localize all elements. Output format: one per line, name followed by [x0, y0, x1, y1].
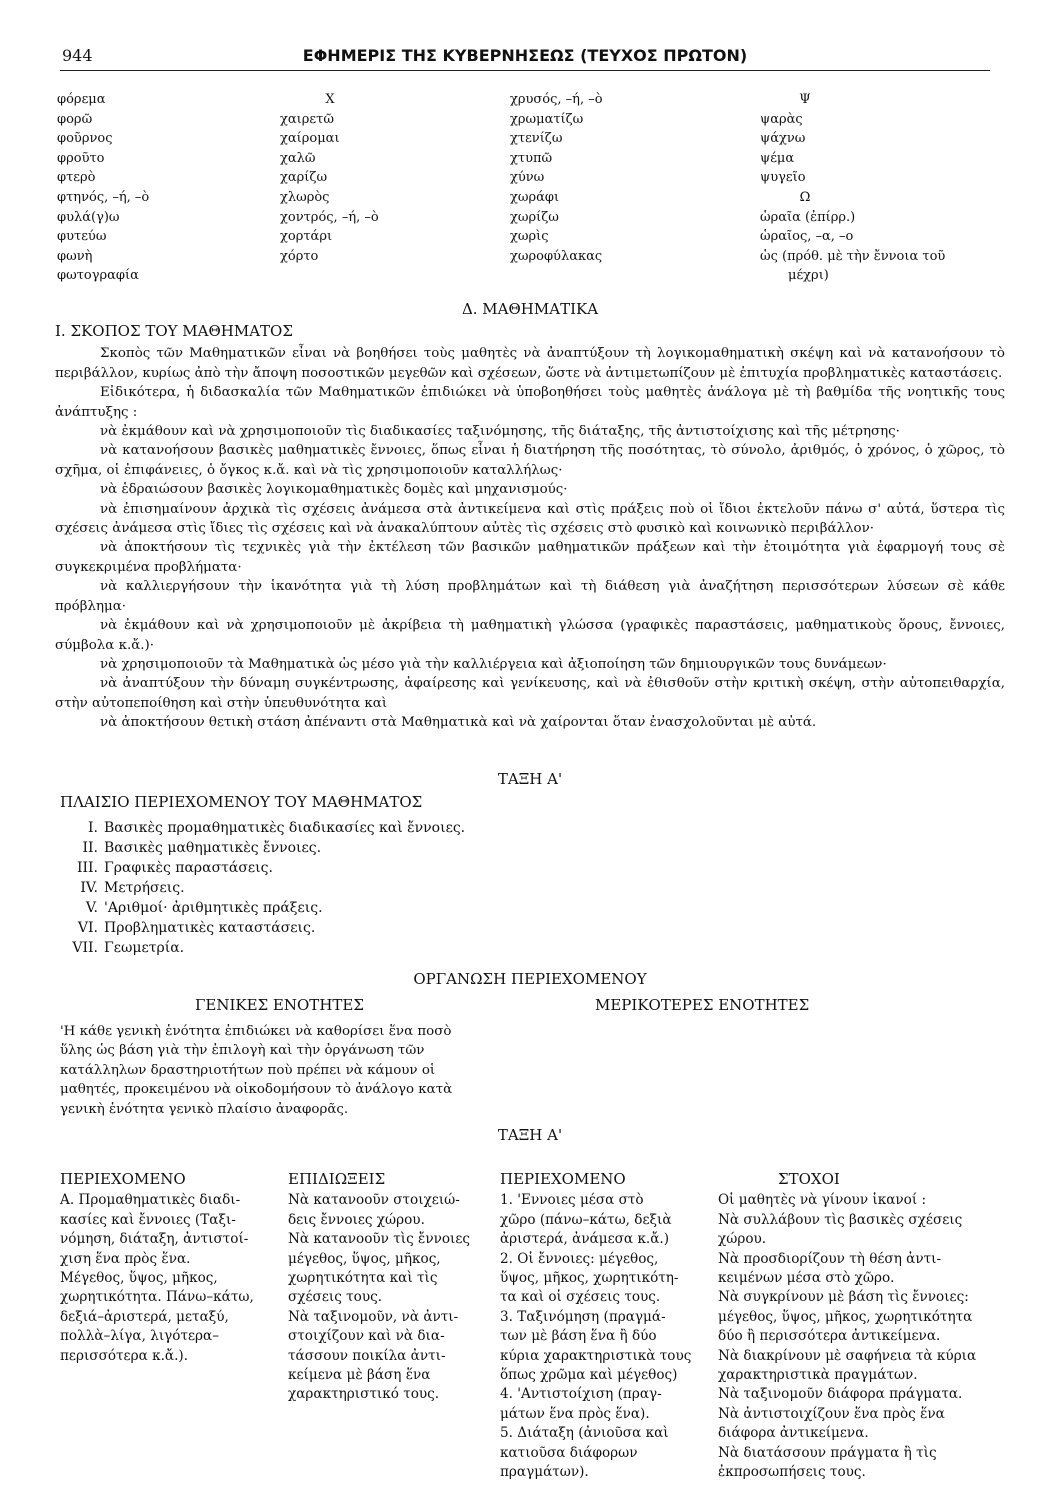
word-entry: φτηνός, –ή, –ὸ: [57, 189, 150, 205]
word-entry: φοῦρνος: [57, 131, 113, 147]
word-entry: χτενίζω: [510, 131, 563, 147]
aim-bullet: νὰ ἀναπτύξουν τὴν δύναμη συγκέντρωσης, ἀφαίρεσης καὶ γενίκευσης, καὶ νὰ ἐθισθοῦν στὴν κριτικὴ σκέψη, στὴν αὐτοπειθαρχία, στὴν αὐτοπεποίθηση καὶ στὴν ὑπευθυνότητα καὶ: [55, 676, 1005, 711]
column-heading: ΠΕΡΙΕΧΟΜΕΝΟ: [60, 1170, 186, 1188]
specific-units-heading: ΜΕΡΙΚΟΤΕΡΕΣ ΕΝΟΤΗΤΕΣ: [595, 996, 810, 1014]
word-entry: ὡραῖος, –α, –ο: [760, 229, 854, 245]
aim-heading: Ι. ΣΚΟΠΟΣ ΤΟΥ ΜΑΘΗΜΑΤΟΣ: [55, 322, 293, 340]
column-heading: ΠΕΡΙΕΧΟΜΕΝΟ: [500, 1170, 626, 1188]
general-units-heading: ΓΕΝΙΚΕΣ ΕΝΟΤΗΤΕΣ: [195, 996, 364, 1014]
word-entry: φωνὴ: [57, 248, 93, 264]
content-column-a: ΠΕΡΙΕΧΟΜΕΝΟ Α. Προμαθηματικὲς διαδι- κασίες καὶ ἔννοιες (Ταξι- νόμηση, διάταξη, ἀντιστοί- χιση ἕνα πρὸς ἕνα. Μέγεθος, ὕψος, μῆκος, χωρητικότητα. Πάνω–κάτω, δεξιά–ἀριστερά, μεταξύ, πολλὰ–λίγα, λιγότερα– περισσότερα κ.ἄ.).: [60, 1170, 254, 1364]
content-frame-list: [60, 818, 465, 958]
word-entry: χρωματίζω: [510, 111, 584, 127]
word-entry: ψέμα: [760, 150, 795, 166]
list-item: VI. Προβληματικὲς καταστάσεις.: [77, 920, 316, 936]
letter-heading: Ω: [799, 189, 811, 205]
word-list-chi-2: [510, 90, 603, 266]
content-column-b: ΠΕΡΙΕΧΟΜΕΝΟ 1. 'Εννοιες μέσα στὸ χῶρο (πάνω–κάτω, δεξιὰ ἀριστερά, ἀνάμεσα κ.ἄ.) 2. Οἱ ἔννοιες: μέγεθος, ὕψος, μῆκος, χωρητικότη- τα καὶ οἱ σχέσεις τους. 3. Ταξινόμηση (πραγμά- των μὲ βάση ἕνα ἢ δύο κύρια χαρακτηριστικὰ τους ὅπως χρῶμα καὶ μέγεθος) 4. 'Αντιστοίχιση (πραγ- μάτων ἕνα πρὸς ἕνα). 5. Διάταξη (ἀνιοῦσα καὶ κατιοῦσα διάφορων πραγμάτων).: [500, 1170, 692, 1481]
table-class-heading: ΤΑΞΗ Α': [497, 1126, 563, 1144]
word-list-psi-omega: [760, 90, 945, 286]
word-entry: φυλά(γ)ω: [57, 209, 120, 225]
aim-bullet: νὰ ἀποκτήσουν τὶς τεχνικὲς γιὰ τὴν ἐκτέλεση τῶν βασικῶν μαθηματικῶν πράξεων καὶ τὴν ἑτοιμότητα γιὰ ἐφαρμογή τους σὲ συγκεκριμένα προβλήματα·: [55, 540, 1005, 575]
word-entry: χαλῶ: [280, 150, 316, 166]
word-entry: φυτεύω: [57, 229, 107, 245]
word-entry: φτερὸ: [57, 170, 96, 186]
word-entry: χύνω: [510, 170, 545, 186]
gazette-title: ΕΦΗΜΕΡΙΣ ΤΗΣ ΚΥΒΕΡΝΗΣΕΩΣ (ΤΕΥΧΟΣ ΠΡΩΤΟΝ): [302, 46, 748, 65]
aim-bullet: νὰ ἀποκτήσουν θετικὴ στάση ἀπέναντι στὰ Μαθηματικὰ καὶ νὰ χαίρονται ὅταν ἐνασχολοῦνται μὲ αὐτά.: [100, 715, 817, 731]
aim-bullet: νὰ ἐκμάθουν καὶ νὰ χρησιμοποιοῦν τὶς διαδικασίες ταξινόμησης, τῆς διάταξης, τῆς ἀντιστοίχισης καὶ τῆς μέτρησης·: [100, 424, 900, 440]
word-entry: χωρίζω: [510, 209, 559, 225]
word-entry: χορτάρι: [280, 229, 333, 245]
list-item: VII. Γεωμετρία.: [72, 940, 185, 956]
word-entry: ὡραῖα (ἐπίρρ.): [760, 209, 856, 225]
word-entry: χόρτο: [280, 248, 319, 264]
word-entry: χοντρός, –ή, –ὸ: [280, 209, 379, 225]
general-units-text: 'Η κάθε γενικὴ ἑνότητα ἐπιδιώκει νὰ καθορίσει ἕνα ποσὸ ὕλης ὡς βάση γιὰ τὴν ἐπιλογὴ καὶ τὴν ὀργάνωση τῶν κατάλληλων δραστηριοτήτων ποὺ πρέπει νὰ κάμουν οἱ μαθητές, προκειμένου νὰ οἰκοδομήσουν τὸ ἀνάλογο κατὰ γενικὴ ἑνότητα γενικὸ πλαίσιο ἀναφορᾶς.: [60, 1024, 453, 1117]
word-entry: ψυγεῖο: [760, 170, 806, 186]
word-entry: χωρὶς: [510, 229, 549, 245]
letter-heading: X: [325, 92, 335, 107]
word-entry: μέχρι): [788, 268, 829, 284]
word-entry: χτυπῶ: [510, 150, 553, 166]
aim-bullet: νὰ ἐκμάθουν καὶ νὰ χρησιμοποιοῦν μὲ ἀκρίβεια τὴ μαθηματικὴ γλώσσα (γραφικὲς παραστάσεις, μαθηματικοὺς ὅρους, ἔννοιες, σύμβολα κ.ἄ.)·: [55, 618, 1005, 653]
list-item: V. 'Αριθμοί· ἀριθμητικὲς πράξεις.: [85, 900, 323, 916]
word-list-chi: [280, 90, 380, 266]
word-entry: φόρεμα: [57, 92, 106, 107]
word-entry: χαιρετῶ: [280, 111, 334, 127]
aim-section: [55, 322, 1005, 733]
letter-heading: Ψ: [799, 92, 811, 107]
goals-column: ΣΤΟΧΟΙ Οἱ μαθητὲς νὰ γίνουν ἱκανοί : Νὰ συλλάβουν τὶς βασικὲς σχέσεις χώρου. Νὰ προσδιορίζουν τὴ θέση ἀντι- κειμένων μέσα στὸ χῶρο. Νὰ συγκρίνουν μὲ βάση τὶς ἔννοιες: μέγεθος, ὕψος, μῆκος, χωρητικότητα δύο ἢ περισσότερα ἀντικείμενα. Νὰ διακρίνουν μὲ σαφήνεια τὰ κύρια χαρακτηριστικὰ πραγμάτων. Νὰ ταξινομοῦν διάφορα πράγματα. Νὰ ἀντιστοιχίζουν ἕνα πρὸς ἕνα διάφορα ἀντικείμενα. Νὰ διατάσσουν πράγματα ἢ τὶς ἐκπροσωπήσεις τους.: [718, 1170, 977, 1481]
word-list-phi: [57, 90, 149, 286]
list-item: IV. Μετρήσεις.: [80, 880, 185, 896]
word-entry: ψαρὰς: [760, 111, 803, 127]
aim-paragraph: Σκοπὸς τῶν Μαθηματικῶν εἶναι νὰ βοηθήσει τοὺς μαθητὲς νὰ ἀναπτύξουν τὴ λογικομαθηματικὴ σκέψη καὶ νὰ κατανοήσουν τὸ περιβάλλον, κυρίως ἀπὸ τὴν ἄποψη ποσοστικῶν μεγεθῶν καὶ σχέσεων, ὥστε νὰ ἀντιμετωπίζουν μὲ ἐπιτυχία προβληματικὲς καταστάσεις.: [55, 346, 1005, 381]
word-entry: χρυσός, –ή, –ὸ: [510, 92, 603, 107]
word-entry: φροῦτο: [57, 150, 105, 166]
page-header: [60, 46, 990, 71]
word-entry: ὡς (πρόθ. μὲ τὴν ἔννοια τοῦ: [760, 248, 946, 264]
aim-bullet: νὰ κατανοήσουν βασικὲς μαθηματικὲς ἔννοιες, ὅπως εἶναι ἡ διατήρηση τῆς ποσότητας, τὸ σύνολο, ἀριθμός, ὁ χρόνος, ὁ χῶρος, τὸ σχῆμα, οἱ ἐπιφάνειες, ὁ ὄγκος κ.ἄ. καὶ νὰ τὶς χρησιμοποιοῦν καταλλήλως·: [55, 443, 1005, 478]
word-entry: χαρίζω: [280, 170, 328, 186]
page-number: 944: [62, 46, 93, 65]
content-frame-heading: ΠΛΑΙΣΙΟ ΠΕΡΙΕΧΟΜΕΝΟΥ ΤΟΥ ΜΑΘΗΜΑΤΟΣ: [60, 793, 423, 811]
word-entry: φορῶ: [57, 111, 93, 127]
aim-bullet: νὰ ἐπισημαίνουν ἀρχικὰ τὶς σχέσεις ἀνάμεσα στὰ ἀντικείμενα καὶ στὶς πράξεις ποὺ οἱ ἴδιοι ἐκτελοῦν πάνω σ' αὐτά, ὕστερα τὶς σχέσεις ἀνάμεσα στὶς ἴδιες τὶς σχέσεις καὶ νὰ ἀνακαλύπτουν αὐτὲς τὶς σχέσεις στὸ φυσικὸ καὶ κοινωνικὸ περιβάλλον·: [55, 501, 1005, 537]
aim-bullet: νὰ ἑδραιώσουν βασικὲς λογικομαθηματικὲς δομὲς καὶ μηχανισμούς·: [100, 482, 568, 498]
word-entry: χωράφι: [510, 189, 560, 205]
word-entry: φωτογραφία: [57, 268, 139, 284]
column-heading: ΣΤΟΧΟΙ: [778, 1170, 840, 1188]
aim-bullet: νὰ χρησιμοποιοῦν τὰ Μαθηματικὰ ὡς μέσο γιὰ τὴν καλλιέργεια καὶ ἀξιοποίηση τῶν δημιουργικῶν τους δυνάμεων·: [100, 656, 887, 672]
word-entry: ψάχνω: [760, 131, 806, 147]
list-item: ΙΙΙ. Γραφικὲς παραστάσεις.: [76, 860, 273, 876]
list-item: Ι. Βασικὲς προμαθηματικὲς διαδικασίες καὶ ἔννοιες.: [88, 820, 466, 836]
class-heading: ΤΑΞΗ Α': [497, 770, 563, 788]
word-entry: χαίρομαι: [280, 131, 340, 147]
aim-bullet: νὰ καλλιεργήσουν τὴν ἱκανότητα γιὰ τὴ λύση προβλημάτων καὶ τὴ διάθεση γιὰ ἀναζήτηση περισσότερων λύσεων σὲ κάθε πρόβλημα·: [55, 579, 1005, 614]
word-entry: χλωρὸς: [280, 189, 330, 205]
column-heading: ΕΠΙΔΙΩΞΕΙΣ: [288, 1170, 386, 1188]
aim-paragraph: Εἰδικότερα, ἡ διδασκαλία τῶν Μαθηματικῶν ἐπιδιώκει νὰ ὑποβοηθήσει τοὺς μαθητὲς ἀνάλογα μὲ τὴ βαθμίδα τῆς νοητικῆς τους ἀνάπτυξης :: [55, 385, 1005, 420]
organization-heading: ΟΡΓΑΝΩΣΗ ΠΕΡΙΕΧΟΜΕΝΟΥ: [413, 970, 647, 988]
objectives-column: ΕΠΙΔΙΩΞΕΙΣ Νὰ κατανοοῦν στοιχειώ- δεις ἔννοιες χώρου. Νὰ κατανοοῦν τὶς ἔννοιες μέγεθος, ὕψος, μῆκος, χωρητικότητα καὶ τὶς σχέσεις τους. Νὰ ταξινομοῦν, νὰ ἀντι- στοιχίζουν καὶ νὰ δια- τάσσουν ποικίλα ἀντι- κείμενα μὲ βάση ἕνα χαρακτηριστικό τους.: [288, 1170, 471, 1403]
list-item: ΙΙ. Βασικὲς μαθηματικὲς ἔννοιες.: [82, 840, 322, 856]
section-title: Δ. ΜΑΘΗΜΑΤΙΚΑ: [461, 300, 599, 318]
word-entry: χωροφύλακας: [510, 248, 603, 264]
